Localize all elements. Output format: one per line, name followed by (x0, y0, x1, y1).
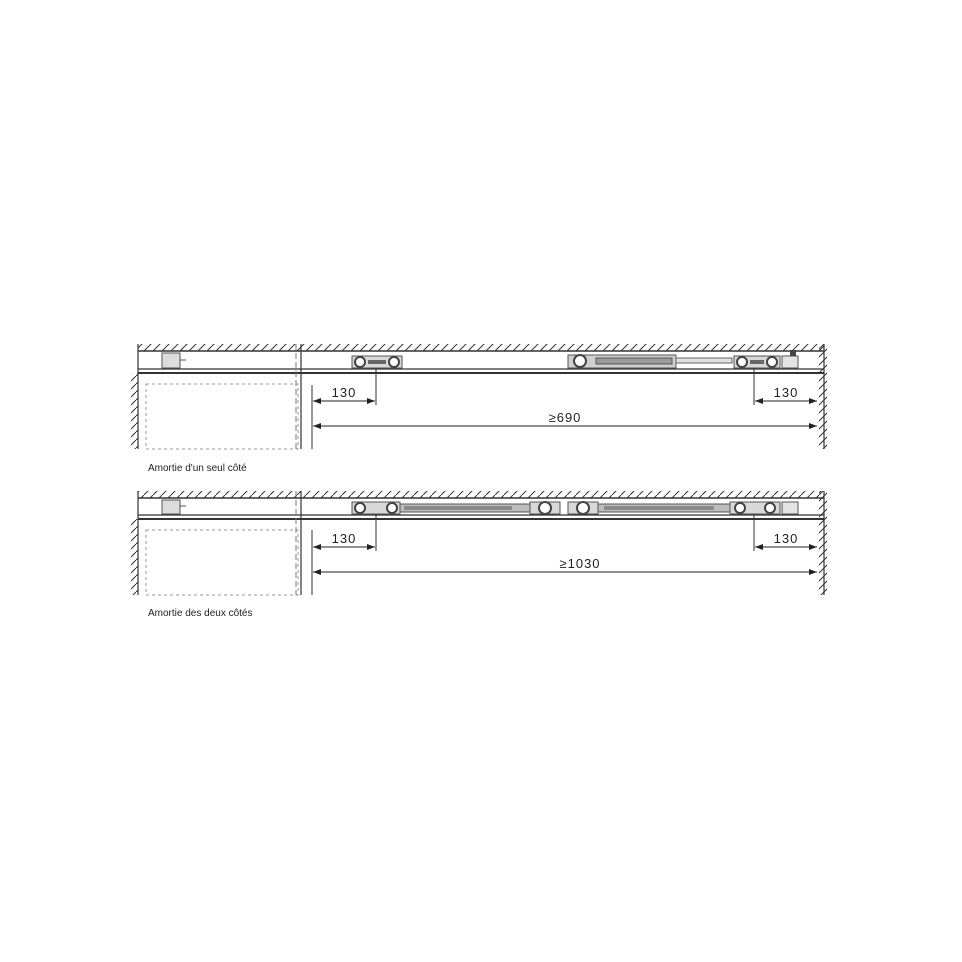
dimension-left-label: 130 (331, 385, 357, 400)
end-stop-right (782, 502, 798, 514)
end-stop-right (782, 356, 798, 368)
dimension-total-label: ≥1030 (559, 556, 601, 571)
damper-mechanism-right (568, 502, 780, 514)
diagram-double-side (131, 491, 827, 619)
caption-double-side: Amortie des deux côtés (148, 608, 253, 619)
carriage-right (734, 356, 780, 368)
end-stop-left (162, 353, 180, 368)
left-wall (131, 519, 138, 595)
ceiling-hatch (138, 344, 824, 351)
ceiling-hatch (138, 491, 824, 498)
left-wall (131, 373, 138, 449)
caption-single-side: Amortie d'un seul côté (148, 463, 247, 474)
damper-mechanism-left (352, 502, 560, 514)
carriage-left (352, 356, 402, 368)
diagram-single-side (131, 344, 827, 474)
end-stop-left (162, 500, 180, 514)
dimension-left-label: 130 (331, 531, 357, 546)
dimension-right-label: 130 (773, 531, 799, 546)
right-wall (819, 491, 827, 595)
dimension-right-label: 130 (773, 385, 799, 400)
right-wall (819, 344, 827, 449)
fixed-panel (146, 530, 298, 595)
dimension-total-label: ≥690 (548, 410, 582, 425)
damper-mechanism (568, 355, 732, 368)
fixed-panel (146, 384, 298, 449)
